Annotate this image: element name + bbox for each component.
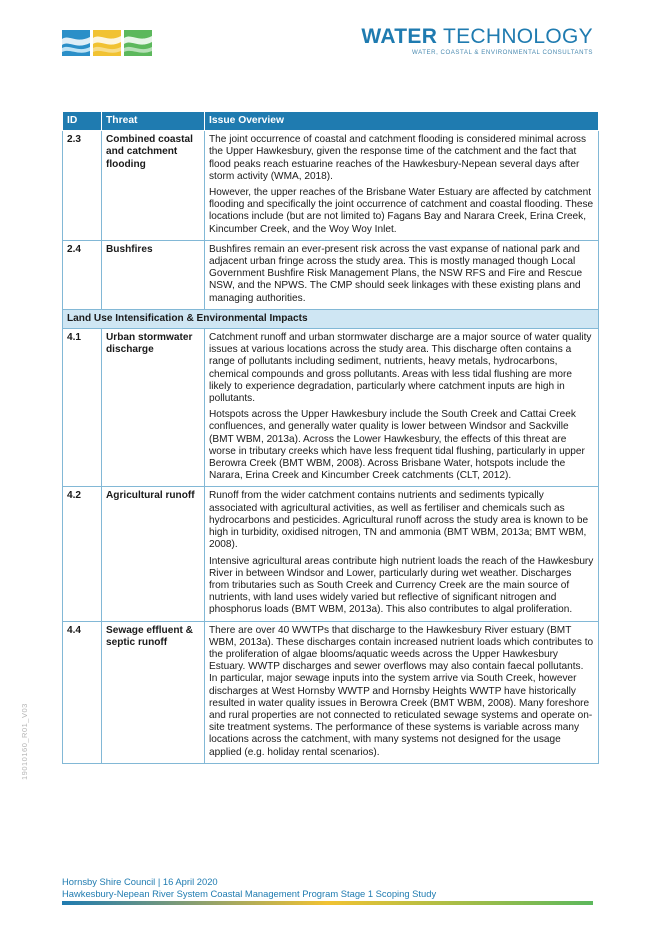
row-id: 4.2: [63, 487, 102, 621]
header-threat: Threat: [102, 112, 205, 131]
overview-paragraph: The joint occurrence of coastal and catchment flooding is considered minimal across the Upper Hawkesbury, given the response time of the catchment and the fact that flood peaks reach estuarine reaches of the Hawkesbury-Nepean several days after storm activity (WMA, 2018).: [209, 134, 587, 182]
row-id: 4.1: [63, 329, 102, 487]
brand-tagline: WATER, COASTAL & ENVIRONMENTAL CONSULTANTS: [412, 49, 593, 56]
table-row: [63, 621, 599, 763]
header-issue-overview: Issue Overview: [205, 112, 599, 131]
footer-gradient-bar: [62, 901, 593, 905]
row-overview: [205, 487, 599, 621]
section-title: Land Use Intensification & Environmental Impacts: [63, 309, 599, 328]
overview-paragraph: Catchment runoff and urban stormwater discharge are a major source of water quality issues at various locations across the study area. This discharge often contains a range of pollutants including sediment, nutrients, heavy metals, hydrocarbons, chemical compounds and gross pollutants. Areas with less tidal flushing are more likely to experience degradation, particularly where catchment inputs are high in pollutants.: [209, 332, 592, 405]
threat-table: [62, 111, 599, 764]
row-overview: [205, 621, 599, 763]
table-row: [63, 487, 599, 621]
overview-paragraph: Runoff from the wider catchment contains nutrients and sediments typically associated with agricultural activities, as well as fertiliser and chemicals such as hydrocarbons and pesticides. Agricultural runoff across the study area is known to be high in turbidity, oxidised nitrogen, TN and ammonia (BMT WBM, 2013a; BMT WBM, 2008).: [209, 490, 589, 551]
row-overview: [205, 131, 599, 241]
overview-paragraph: There are over 40 WWTPs that discharge to the Hawkesbury River estuary (BMT WBM, 2013a). These discharges contain increased nutrient loads which contributes to the proliferation of algae blooms/aquatic weeds across the Upper Hawkesbury Estuary. WWTP discharges and sewer overflows may also contain faecal pollutants. In particular, major sewage inputs into the system arrive via South Creek, however discharges at West Hornsby WWTP and Hornsby Heights WWTP have historically resulted in water quality issues in Berowra Creek (BMT WBM, 2008). Many foreshore and rural properties are not connected to reticulated sewage systems and operate on-site treatment systems. The performance of these systems is variable across many locations across the catchment, with many systems not designed for the usage applied (e.g. holiday rental scenarios).: [209, 624, 594, 758]
table-row: [63, 329, 599, 487]
row-overview: [205, 329, 599, 487]
row-threat: Sewage effluent & septic runoff: [102, 621, 205, 763]
brand-name: [361, 26, 593, 48]
row-threat: Agricultural runoff: [102, 487, 205, 621]
overview-paragraph: Hotspots across the Upper Hawkesbury include the South Creek and Cattai Creek confluences, and generally water quality is lower between Windsor and Sackville (BMT WBM, 2013a). Across the Lower Hawkesbury, the effects of this threat are worse in tributary creeks which have less frequent tidal flushing, particularly in upper Berowra Creek (BMT WBM, 2008). Across Brisbane Water, hotspots include the Narara, Erina Creek and Kincumber Creek catchments (CLT, 2012).: [209, 409, 585, 482]
row-id: 4.4: [63, 621, 102, 763]
page-footer: [62, 876, 436, 899]
footer-project-title: Hawkesbury-Nepean River System Coastal Management Program Stage 1 Scoping Study: [62, 887, 437, 899]
row-threat: Bushfires: [102, 240, 205, 309]
footer-client-date: Hornsby Shire Council | 16 April 2020: [62, 876, 218, 887]
row-threat: Combined coastal and catchment flooding: [102, 131, 205, 241]
row-id: 2.3: [63, 131, 102, 241]
overview-paragraph: Bushfires remain an ever-present risk across the vast expanse of national park and adjacent urban fringe across the study area. This is mostly managed though Local Government Bushfire Risk Management Plans, the NSW RFS and Fire and Rescue NSW, and the NPWS. The CMP should seek linkages with these existing plans and managing authorities.: [209, 243, 583, 304]
row-id: 2.4: [63, 240, 102, 309]
brand-block: [361, 26, 593, 56]
row-overview: [205, 240, 599, 309]
row-threat: Urban stormwater discharge: [102, 329, 205, 487]
brand-name-bold: WATER: [361, 25, 438, 48]
table-row: [63, 240, 599, 309]
table-row: [63, 131, 599, 241]
table-header-row: [63, 112, 599, 131]
document-code: 19010160_R01_V03: [20, 703, 29, 780]
section-row: [63, 309, 599, 328]
brand-name-light: TECHNOLOGY: [442, 25, 593, 48]
water-technology-logo-icon: [62, 30, 154, 56]
overview-paragraph: However, the upper reaches of the Brisbane Water Estuary are affected by catchment flooding and specifically the joint occurrence of catchment and coastal flooding. These locations include (but are not limited to) Fagans Bay and Narara Creek, Erina Creek, Kincumber Creek, and the Woy Woy Inlet.: [209, 187, 594, 235]
header-id: ID: [63, 112, 102, 131]
overview-paragraph: Intensive agricultural areas contribute high nutrient loads the reach of the Hawkesbury River in between Windsor and Lower, particularly during wet weather. Discharges from tributaries such as South Creek and Currency Creek are the main source of nutrients, with land uses widely varied but reflective of significant nitrogen and phosphorus loads (BMT WBM, 2013a). This also contributes to algal proliferation.: [209, 555, 594, 616]
